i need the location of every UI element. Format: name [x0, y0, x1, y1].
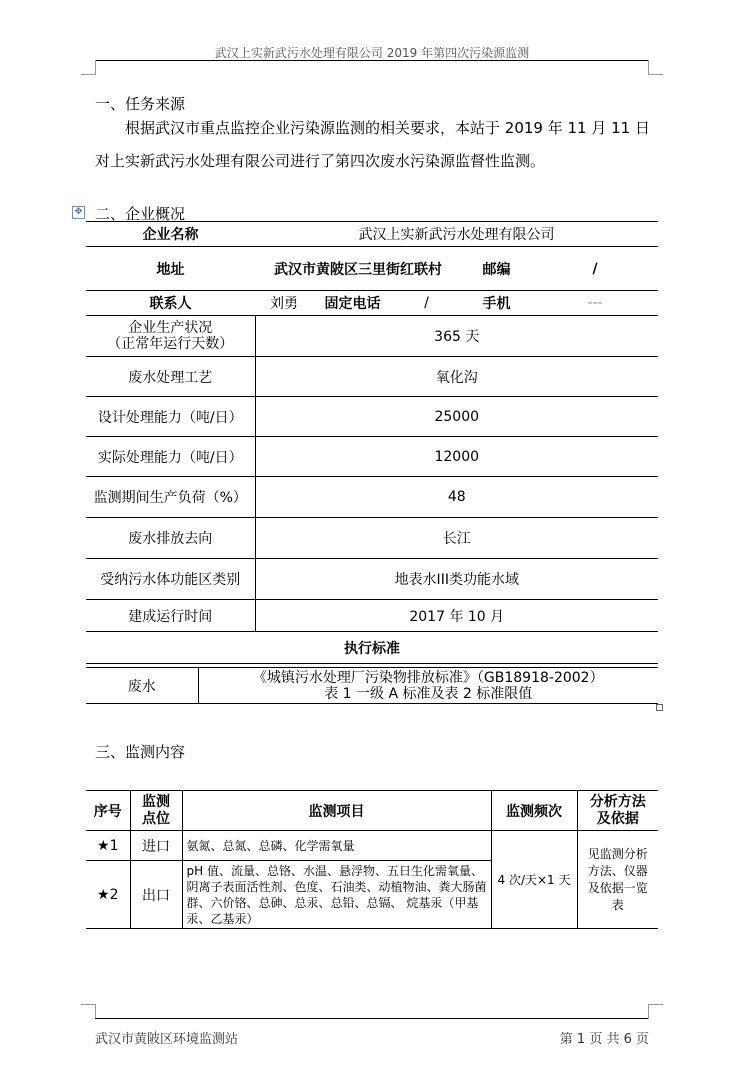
- header-rule: [95, 60, 648, 61]
- standard-line-1: 《城镇污水处理厂污染物排放标准》（GB18918-2002）: [252, 669, 604, 686]
- standard-value: [198, 668, 658, 704]
- row-no: ★2: [86, 861, 130, 929]
- footer-rule: [95, 1018, 648, 1019]
- phone-value: /: [392, 291, 461, 316]
- address-label: 地址: [86, 247, 255, 291]
- monitoring-table: [86, 790, 658, 929]
- table-row: [86, 668, 658, 704]
- table-row: [86, 316, 658, 357]
- mobile-label: 手机: [461, 291, 532, 316]
- col-header-method-line1: 分析方法: [589, 793, 646, 810]
- col-header-frequency: 监测频次: [491, 791, 577, 831]
- row-items: pH 值、流量、总铬、水温、悬浮物、五日生化需氧量、阴离子表面活性剂、色度、石油类、动植物油、粪大肠菌群、六价铬、总砷、总汞、总铅、总镉、 烷基汞（甲基汞、乙基汞）: [182, 861, 491, 929]
- section-2-heading: 二、企业概况: [95, 205, 186, 223]
- standard-line-2: 表 1 一级 A 标准及表 2 标准限值: [324, 685, 533, 702]
- postcode-value: /: [532, 247, 658, 291]
- process-value: 氧化沟: [255, 357, 658, 397]
- table-row: [86, 477, 658, 518]
- actual-capacity-label: 实际处理能力（吨/日）: [86, 437, 255, 477]
- row-no: ★1: [86, 831, 130, 861]
- corner-mark: [81, 1004, 96, 1019]
- production-label-line2: （正常年运行天数）: [107, 336, 234, 352]
- row-point: 进口: [130, 831, 182, 861]
- col-header-point-line1: 监测: [142, 793, 170, 810]
- col-header-method: [577, 791, 658, 831]
- production-label: [86, 316, 255, 357]
- col-header-method-line2: 及依据: [596, 810, 639, 827]
- table-row: [86, 559, 658, 600]
- table-row: [86, 437, 658, 477]
- table-row: [86, 600, 658, 632]
- table-row: [86, 222, 658, 247]
- production-value: 365 天: [255, 316, 658, 357]
- section-1-paragraph: 根据武汉市重点监控企业污染源监测的相关要求，本站于 2019 年 11 月 11 日对上实新武污水处理有限公司进行了第四次废水污染源监督性监测。: [95, 119, 650, 170]
- table-row: [86, 291, 658, 316]
- col-header-no: 序号: [86, 791, 130, 831]
- section-1-heading: 一、任务来源: [95, 95, 186, 113]
- process-label: 废水处理工艺: [86, 357, 255, 397]
- receiving-water-label: 受纳污水体功能区类别: [86, 559, 255, 600]
- table-row: [86, 397, 658, 437]
- footer-page-number: 第 1 页 共 6 页: [559, 1032, 649, 1047]
- load-label: 监测期间生产负荷（%）: [86, 477, 255, 518]
- table-header-row: [86, 791, 658, 831]
- wastewater-label: 废水: [86, 668, 198, 704]
- discharge-value: 长江: [255, 518, 658, 559]
- col-header-items: 监测项目: [182, 791, 491, 831]
- company-name-value: 武汉上实新武污水处理有限公司: [255, 222, 658, 247]
- col-header-point-line2: 点位: [142, 810, 170, 827]
- corner-mark: [648, 1004, 663, 1019]
- design-capacity-label: 设计处理能力（吨/日）: [86, 397, 255, 437]
- design-capacity-value: 25000: [255, 397, 658, 437]
- table-resize-handle[interactable]: [656, 704, 663, 711]
- standard-table: [86, 667, 658, 704]
- corner-mark: [648, 60, 663, 75]
- discharge-label: 废水排放去向: [86, 518, 255, 559]
- table-row: [86, 831, 658, 861]
- corner-mark: [81, 60, 96, 75]
- mobile-value: ---: [532, 291, 658, 316]
- method-value: 见监测分析方法、仪器及依据一览表: [577, 831, 658, 929]
- phone-label: 固定电话: [313, 291, 392, 316]
- address-value: 武汉市黄陂区三里街红联村: [255, 247, 461, 291]
- load-value: 48: [255, 477, 658, 518]
- production-label-line1: 企业生产状况: [128, 320, 213, 336]
- built-value: 2017 年 10 月: [255, 600, 658, 632]
- built-label: 建成运行时间: [86, 600, 255, 632]
- company-name-label: 企业名称: [86, 222, 255, 247]
- row-items: 氨氮、总氮、总磷、化学需氧量: [182, 831, 491, 861]
- table-row: [86, 357, 658, 397]
- table-row: [86, 632, 658, 664]
- table-move-handle-icon[interactable]: ✥: [72, 206, 85, 219]
- section-3-heading: 三、监测内容: [95, 743, 186, 761]
- page-header: 武汉上实新武污水处理有限公司 2019 年第四次污染源监测: [214, 46, 530, 60]
- company-overview-table: [86, 221, 658, 664]
- frequency-value: 4 次/天×1 天: [491, 831, 577, 929]
- receiving-water-value: 地表水III类功能水域: [255, 559, 658, 600]
- table-row: [86, 247, 658, 291]
- standard-heading: 执行标准: [86, 632, 658, 664]
- postcode-label: 邮编: [461, 247, 532, 291]
- footer-left: 武汉市黄陂区环境监测站: [95, 1032, 239, 1047]
- row-point: 出口: [130, 861, 182, 929]
- table-row: [86, 518, 658, 559]
- actual-capacity-value: 12000: [255, 437, 658, 477]
- contact-label: 联系人: [86, 291, 255, 316]
- contact-value: 刘勇: [255, 291, 313, 316]
- col-header-point: [130, 791, 182, 831]
